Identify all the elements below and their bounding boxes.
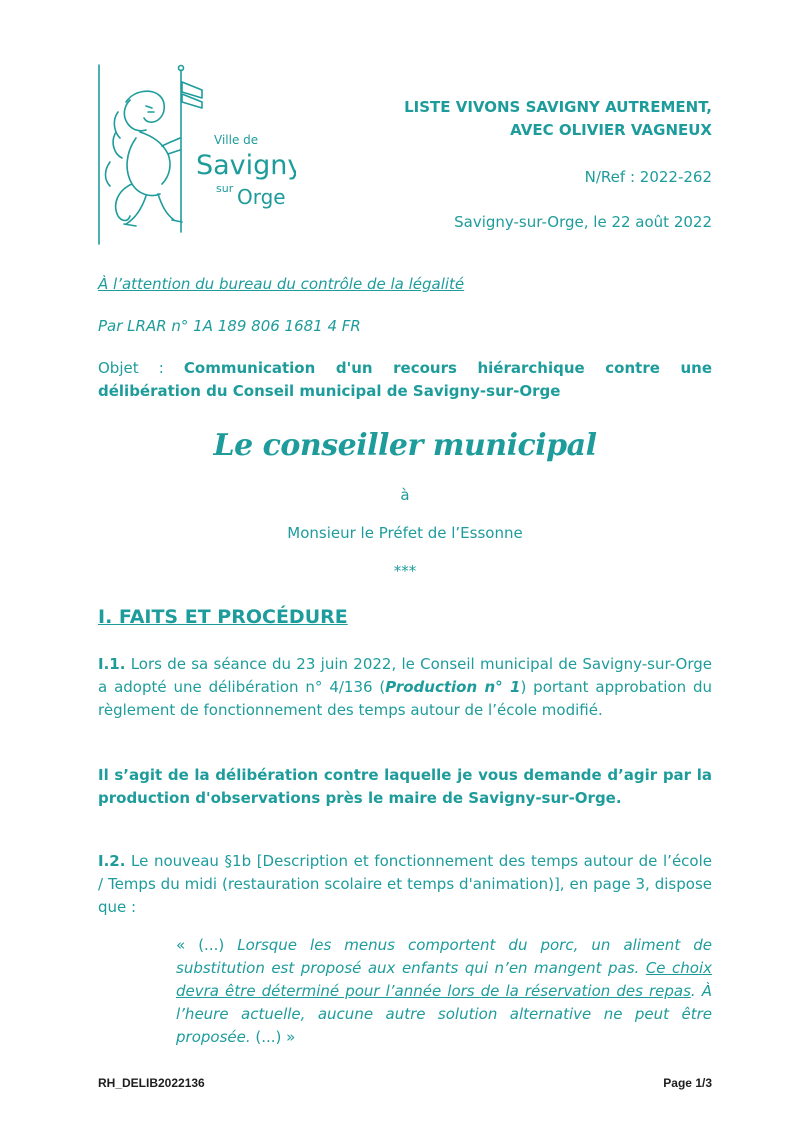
paragraph-2 — [98, 850, 712, 919]
page-number: Page 1/3 — [663, 1076, 712, 1090]
paragraph-2-text: Le nouveau §1b [Description et fonctionnement des temps autour de l’école / Temps du midi (restauration scolaire et temps d'animation)], en page 3, dispose que : — [98, 852, 712, 916]
logo-line2: Savigny — [196, 150, 296, 181]
addressee: Monsieur le Préfet de l’Essonne — [287, 524, 523, 542]
quote-close: (...) » — [255, 1028, 296, 1046]
paragraph-1-text-a: Lors de sa séance du 23 juin 2022, le Conseil municipal de Savigny-sur-Orge a adopté une délibération n° 4/136 ( — [98, 655, 712, 696]
paragraph-1-number: I.1. — [98, 655, 126, 673]
quote-block — [176, 934, 712, 1049]
attention-line: À l’attention du bureau du contrôle de la légalité — [98, 275, 465, 293]
city-logo — [96, 62, 296, 247]
object-label: Objet : — [98, 359, 184, 377]
object-text: Communication d'un recours hiérarchique contre une délibération du Conseil municipal de Savigny-sur-Orge — [98, 359, 712, 400]
quote-italic-2: . À l’heure actuelle, aucune autre solution alternative ne peut être proposée. — [176, 982, 712, 1046]
sender-title: Le conseiller municipal — [213, 428, 597, 463]
recipient-line1: LISTE VIVONS SAVIGNY AUTREMENT, — [404, 98, 712, 116]
section-title: I. FAITS ET PROCÉDURE — [98, 606, 348, 628]
production-reference: Production n° 1 — [385, 678, 521, 696]
paragraph-1-text-b: ) portant approbation du règlement de fonctionnement des temps autour de l’école modifié. — [98, 678, 712, 719]
recipient-line2: AVEC OLIVIER VAGNEUX — [510, 121, 712, 139]
logo-line4: Orge — [237, 185, 286, 209]
place-date: Savigny-sur-Orge, le 22 août 2022 — [454, 213, 712, 231]
paragraph-2-number: I.2. — [98, 852, 126, 870]
lrar-line: Par LRAR n° 1A 189 806 1681 4 FR — [98, 317, 361, 335]
object-paragraph — [98, 357, 712, 403]
quote-italic-1: Lorsque les menus comportent du porc, un aliment de substitution est proposé aux enfants qui n’en mangent pas. — [176, 936, 712, 977]
logo-line1: Ville de — [214, 133, 259, 147]
bold-paragraph: Il s’agit de la délibération contre laquelle je vous demande d’agir par la production d'observations près le maire de Savigny-sur-Orge. — [98, 766, 712, 807]
to-word: à — [400, 486, 410, 504]
quote-underlined: Ce choix devra être déterminé pour l’année lors de la réservation des repas — [176, 959, 712, 1000]
reference: N/Ref : 2022-262 — [584, 168, 712, 186]
lion-crest-icon — [96, 62, 296, 247]
quote-open: « (...) — [176, 936, 238, 954]
separator: *** — [393, 562, 417, 580]
footer-reference: RH_DELIB2022136 — [98, 1076, 205, 1090]
paragraph-1 — [98, 653, 712, 722]
logo-line3: sur — [216, 182, 234, 195]
